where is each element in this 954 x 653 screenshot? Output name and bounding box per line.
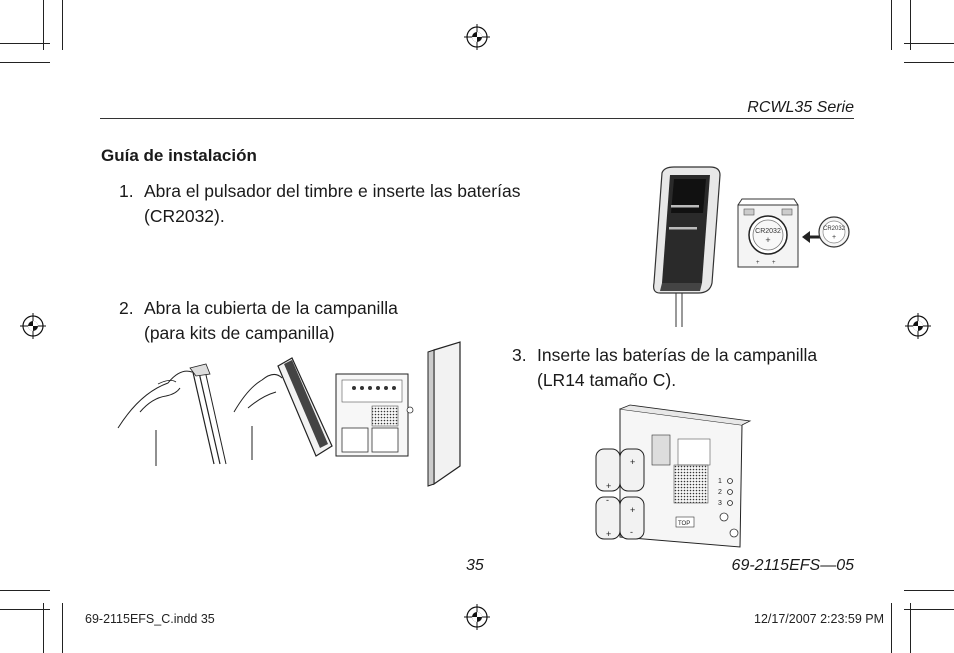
step-text-line2: (CR2032). [144, 206, 225, 226]
crop-mark [0, 609, 50, 610]
step-number: 1. [119, 181, 134, 201]
svg-text:+: + [756, 260, 760, 266]
crop-mark [0, 62, 50, 63]
svg-text:+: + [630, 457, 636, 467]
svg-text:+: + [630, 505, 636, 515]
chime-batteries-illustration [590, 405, 760, 555]
crop-mark [904, 43, 954, 44]
step-text-line1: Abra la cubierta de la campanilla [144, 298, 398, 318]
crop-mark [904, 62, 954, 63]
section-title: Guía de instalación [101, 146, 257, 165]
svg-text:+: + [772, 260, 776, 266]
step-3 [512, 343, 857, 393]
crop-mark [0, 590, 50, 591]
svg-text:+: + [606, 481, 612, 491]
crop-mark [62, 0, 63, 50]
svg-text:+: + [606, 529, 612, 539]
chime-cover-illustration [110, 338, 475, 488]
slug-timestamp: 12/17/2007 2:23:59 PM [754, 612, 884, 626]
code-number: 3 [718, 500, 722, 507]
battery-label: CR2032 [822, 226, 846, 232]
svg-text:+: + [831, 234, 837, 241]
svg-text:-: - [630, 527, 633, 537]
registration-mark-icon [20, 313, 46, 339]
svg-text:+: + [765, 235, 771, 245]
crop-mark [62, 603, 63, 653]
code-number: 2 [718, 489, 722, 496]
crop-mark [910, 0, 911, 50]
battery-label: CR2032 [755, 228, 781, 235]
step-1 [119, 179, 579, 229]
registration-mark-icon [464, 24, 490, 50]
step-number: 3. [512, 345, 527, 365]
svg-text:-: - [606, 495, 609, 505]
step-text-line2: (para kits de campanilla) [144, 323, 335, 343]
step-text-line2: (LR14 tamaño C). [537, 370, 677, 390]
registration-mark-icon [464, 604, 490, 630]
series-header: RCWL35 Serie [747, 99, 854, 116]
crop-mark [904, 590, 954, 591]
code-number: 1 [718, 478, 722, 485]
push-button-illustration [640, 165, 855, 327]
top-label: TOP [678, 521, 691, 527]
slug-file: 69-2115EFS_C.indd 35 [85, 612, 215, 626]
step-text-line1: Abra el pulsador del timbre e inserte las baterías [144, 181, 521, 201]
crop-mark [891, 603, 892, 653]
crop-mark [43, 0, 44, 50]
document-code: 69-2115EFS—05 [731, 557, 854, 574]
crop-mark [891, 0, 892, 50]
crop-mark [904, 609, 954, 610]
header-rule [100, 118, 854, 119]
step-text-line1: Inserte las baterías de la campanilla [537, 345, 818, 365]
crop-mark [43, 603, 44, 653]
crop-mark [910, 603, 911, 653]
registration-mark-icon [905, 313, 931, 339]
page-number: 35 [466, 557, 484, 574]
step-number: 2. [119, 298, 134, 318]
